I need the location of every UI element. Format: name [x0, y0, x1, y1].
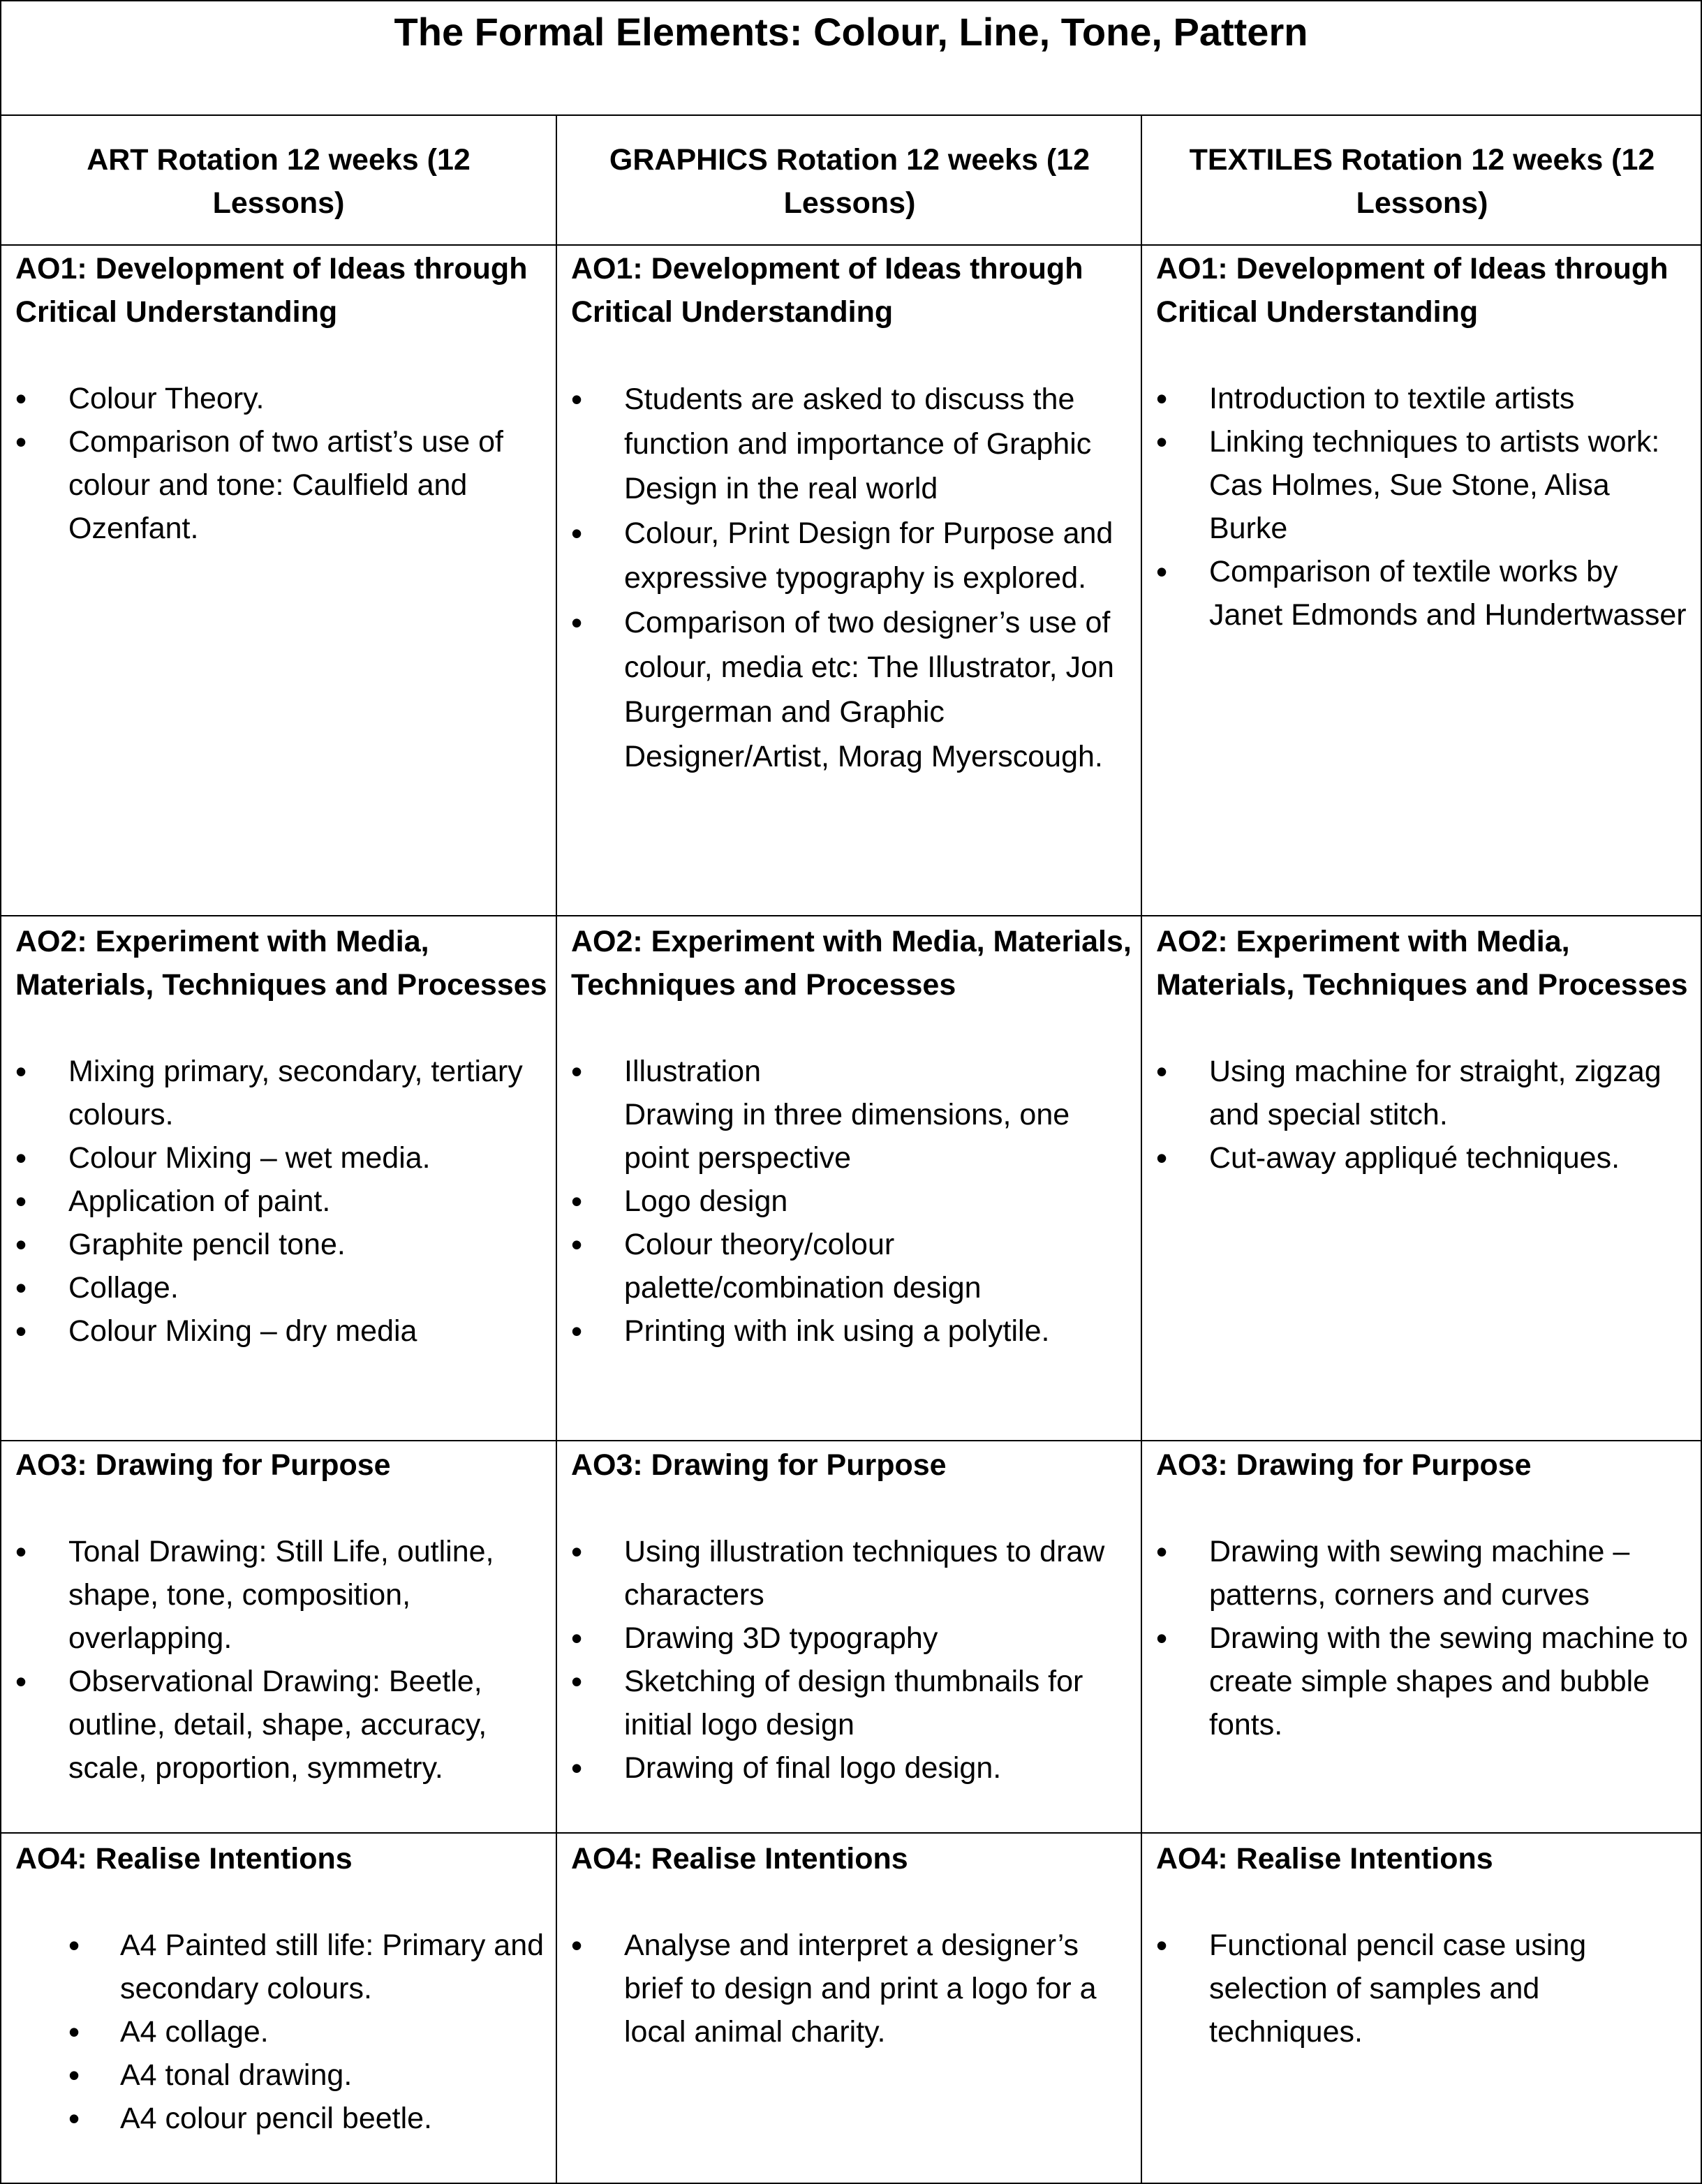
- list-item: • Comparison of two artist’s use of colour and tone: Caulfield and Ozenfant.: [15, 420, 552, 550]
- section-heading: AO3: Drawing for Purpose: [15, 1448, 391, 1482]
- list-item: • Students are asked to discuss the function and importance of Graphic Design in the real world: [571, 377, 1135, 511]
- list-item: • Sketching of design thumbnails for initial logo design: [571, 1660, 1135, 1746]
- art-ao4-cell: [15, 1837, 552, 2140]
- bullet-list: [15, 1924, 552, 2140]
- textiles-ao2-cell: [1156, 920, 1695, 1180]
- graphics-ao1-cell: [571, 247, 1135, 779]
- list-item: • Tonal Drawing: Still Life, outline, shape, tone, composition, overlapping.: [15, 1530, 552, 1660]
- art-ao2-cell: [15, 920, 552, 1353]
- list-item: • Using illustration techniques to draw characters: [571, 1530, 1135, 1617]
- graphics-ao2-cell: [571, 920, 1135, 1353]
- list-item: • Drawing of final logo design.: [571, 1746, 1135, 1790]
- table-border-left: [0, 0, 1, 2184]
- list-item: • Colour Mixing – dry media: [15, 1309, 552, 1353]
- list-item: • Illustration: [571, 1050, 1135, 1093]
- section-heading: AO4: Realise Intentions: [571, 1842, 908, 1875]
- section-heading: AO1: Development of Ideas through Critical Understanding: [1156, 252, 1668, 329]
- bullet-list: [1156, 1924, 1695, 2053]
- section-heading: AO3: Drawing for Purpose: [1156, 1448, 1532, 1482]
- section-heading: AO4: Realise Intentions: [1156, 1842, 1493, 1875]
- section-heading: AO2: Experiment with Media, Materials, Techniques and Processes: [1156, 925, 1688, 1002]
- list-item: • Comparison of textile works by Janet Edmonds and Hundertwasser: [1156, 550, 1695, 637]
- list-item: • A4 tonal drawing.: [15, 2053, 552, 2097]
- textiles-ao3-cell: [1156, 1443, 1695, 1746]
- list-item: • Analyse and interpret a designer’s brief to design and print a logo for a local animal charity.: [571, 1924, 1135, 2053]
- textiles-ao1-cell: [1156, 247, 1695, 637]
- table-border-ao3-bottom: [0, 1832, 1702, 1834]
- table-border-title-bottom: [0, 114, 1702, 116]
- list-item-continuation: Drawing in three dimensions, one point perspective: [624, 1098, 1070, 1175]
- bullet-list: [15, 377, 552, 550]
- art-ao1-cell: [15, 247, 552, 550]
- list-item: • Logo design: [571, 1180, 1135, 1223]
- list-item: • Functional pencil case using selection of samples and techniques.: [1156, 1924, 1695, 2053]
- section-heading: AO4: Realise Intentions: [15, 1842, 353, 1875]
- list-item: • Comparison of two designer’s use of colour, media etc: The Illustrator, Jon Burgerman and Graphic Designer/Artist, Morag Myerscough.: [571, 600, 1135, 779]
- bullet-list: [15, 1050, 552, 1353]
- list-item: • Colour, Print Design for Purpose and expressive typography is explored.: [571, 511, 1135, 600]
- list-item: • Cut-away appliqué techniques.: [1156, 1136, 1695, 1180]
- list-item: • A4 colour pencil beetle.: [15, 2097, 552, 2140]
- list-item: • Graphite pencil tone.: [15, 1223, 552, 1266]
- list-item: • Observational Drawing: Beetle, outline, detail, shape, accuracy, scale, proportion, symmetry.: [15, 1660, 552, 1790]
- bullet-list: [15, 1530, 552, 1790]
- list-item: • Drawing with sewing machine – patterns, corners and curves: [1156, 1530, 1695, 1617]
- section-heading: AO2: Experiment with Media, Materials, Techniques and Processes: [15, 925, 547, 1002]
- list-item: • Collage.: [15, 1266, 552, 1309]
- list-item: • A4 collage.: [15, 2010, 552, 2053]
- table-border-ao1-bottom: [0, 915, 1702, 916]
- column-divider-2: [1141, 114, 1142, 2184]
- section-heading: AO3: Drawing for Purpose: [571, 1448, 947, 1482]
- table-border-ao2-bottom: [0, 1440, 1702, 1441]
- column-header-art: ART Rotation 12 weeks (12 Lessons): [87, 143, 471, 220]
- bullet-list: [571, 1924, 1135, 2053]
- list-item: • Colour theory/colour palette/combination design: [571, 1223, 1135, 1309]
- list-item: • Application of paint.: [15, 1180, 552, 1223]
- list-item: • Using machine for straight, zigzag and special stitch.: [1156, 1050, 1695, 1136]
- column-header-textiles: TEXTILES Rotation 12 weeks (12 Lessons): [1189, 143, 1655, 220]
- list-item: • Linking techniques to artists work: Cas Holmes, Sue Stone, Alisa Burke: [1156, 420, 1695, 550]
- bullet-list: [571, 1050, 1135, 1353]
- list-item: • Colour Theory.: [15, 377, 552, 420]
- graphics-ao4-cell: [571, 1837, 1135, 2053]
- list-item: • A4 Painted still life: Primary and secondary colours.: [15, 1924, 552, 2010]
- page-title: The Formal Elements: Colour, Line, Tone, Pattern: [394, 9, 1308, 54]
- list-item: • Drawing with the sewing machine to create simple shapes and bubble fonts.: [1156, 1617, 1695, 1746]
- list-item: • Drawing 3D typography: [571, 1617, 1135, 1660]
- graphics-ao3-cell: [571, 1443, 1135, 1790]
- list-item: • Colour Mixing – wet media.: [15, 1136, 552, 1180]
- list-item: • Mixing primary, secondary, tertiary colours.: [15, 1050, 552, 1136]
- textiles-ao4-cell: [1156, 1837, 1695, 2053]
- bullet-list: [1156, 1050, 1695, 1180]
- column-divider-1: [556, 114, 557, 2184]
- bullet-list: [1156, 377, 1695, 637]
- list-item: • Printing with ink using a polytile.: [571, 1309, 1135, 1353]
- bullet-list: [1156, 1530, 1695, 1746]
- bullet-list: [571, 1530, 1135, 1790]
- art-ao3-cell: [15, 1443, 552, 1790]
- bullet-list: [571, 377, 1135, 779]
- section-heading: AO1: Development of Ideas through Critical Understanding: [15, 252, 528, 329]
- list-item: • Introduction to textile artists: [1156, 377, 1695, 420]
- section-heading: AO2: Experiment with Media, Materials, Techniques and Processes: [571, 925, 1132, 1002]
- section-heading: AO1: Development of Ideas through Critical Understanding: [571, 252, 1083, 329]
- column-header-graphics: GRAPHICS Rotation 12 weeks (12 Lessons): [609, 143, 1090, 220]
